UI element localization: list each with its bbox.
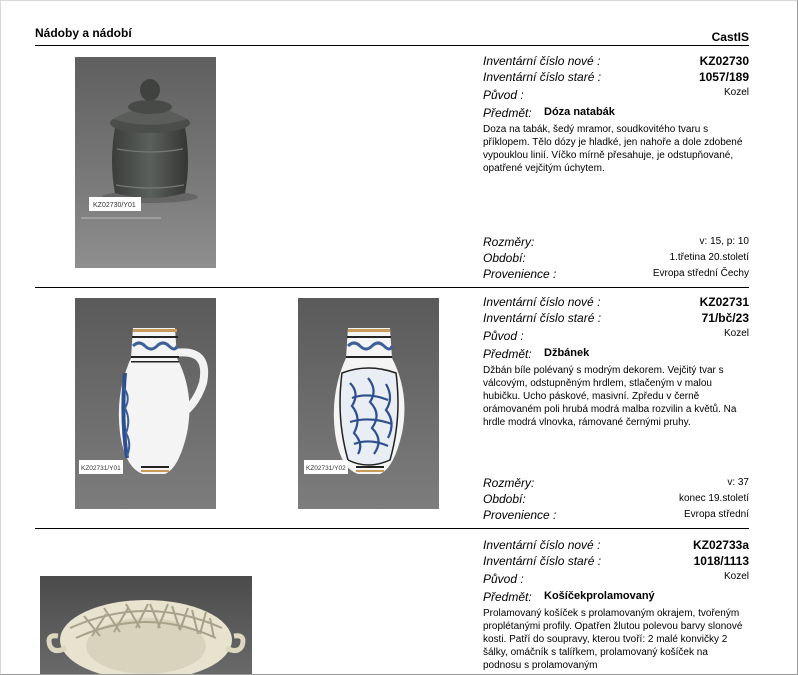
provenance-value: Evropa střední Čechy xyxy=(652,268,749,279)
inv-old-row xyxy=(483,310,749,326)
period-row xyxy=(483,250,749,266)
catalog-record[interactable] xyxy=(35,294,749,528)
inv-old-row xyxy=(483,69,749,85)
origin-label: Původ : xyxy=(483,572,524,586)
inv-new-label: Inventární číslo nové : xyxy=(483,295,601,309)
description-text: Prolamovaný košíček s prolamovaným okrajem, tvořeným proplétanými profily. Opatřen žlutou polevou barvy slonové kosti. Patří do soupravy, kterou tvoří: 2 malé konvičky 2 šálky, omáčník s talířkem, prolamovaný košíček na podnosu s prolamovaným xyxy=(483,608,743,671)
description-text: Doza na tabák, šedý mramor, soudkovitého tvaru s příklopem. Tělo dózy je hladké, jen nahoře a dole zdobené vypouklou linií. Víčko mírně přesahuje, je odstupňované, opatřené vejčitým úchytem. xyxy=(483,124,743,174)
object-photo[interactable] xyxy=(75,298,216,509)
subject-label: Předmět: xyxy=(483,590,532,604)
app-name: CastIS xyxy=(711,30,749,44)
subject-row xyxy=(483,103,749,121)
provenance-row xyxy=(483,266,749,282)
record-fields xyxy=(483,294,749,429)
record-fields xyxy=(483,53,749,175)
description-text: Džbán bíle polévaný s modrým dekorem. Vejčitý tvar s válcovým, odstupněným hrdlem, stlačeným v malou hubičku. Ucho páskové, masivní. Zpředu v černě orámovaném poli hrubá modrá malba rozvilin a květů. Na hrdle modrá vlnovka, rámované černými pruhy. xyxy=(483,365,737,428)
inv-old-label: Inventární číslo staré : xyxy=(483,554,602,568)
provenance-label: Provenience : xyxy=(483,508,557,522)
record-divider xyxy=(35,287,749,288)
record-divider xyxy=(35,528,749,529)
record-meta xyxy=(483,475,749,523)
provenance-label: Provenience : xyxy=(483,267,557,281)
period-label: Období: xyxy=(483,492,526,506)
page-header xyxy=(35,26,749,44)
inv-old-row xyxy=(483,553,749,569)
catalog-record[interactable] xyxy=(35,53,749,287)
provenance-row xyxy=(483,507,749,523)
subject-row xyxy=(483,344,749,362)
inv-new-label: Inventární číslo nové : xyxy=(483,538,601,552)
dimensions-label: Rozměry: xyxy=(483,235,535,249)
origin-row xyxy=(483,571,749,587)
header-divider xyxy=(35,45,749,46)
inv-new-label: Inventární číslo nové : xyxy=(483,54,601,68)
dimensions-row xyxy=(483,475,749,491)
provenance-value: Evropa střední xyxy=(683,509,749,520)
inv-old-label: Inventární číslo staré : xyxy=(483,311,602,325)
period-label: Období: xyxy=(483,251,526,265)
inv-new-row xyxy=(483,537,749,553)
svg-text:KZ02730/Y01: KZ02730/Y01 xyxy=(93,202,136,209)
svg-text:KZ02731/Y01: KZ02731/Y01 xyxy=(81,465,121,472)
subject-label: Předmět: xyxy=(483,347,532,361)
origin-value: Kozel xyxy=(723,87,749,98)
catalog-record[interactable] xyxy=(35,537,749,674)
subject-row xyxy=(483,587,749,605)
inv-old-label: Inventární číslo staré : xyxy=(483,70,602,84)
record-meta xyxy=(483,234,749,282)
origin-row xyxy=(483,87,749,103)
period-row xyxy=(483,491,749,507)
origin-row xyxy=(483,328,749,344)
object-photo[interactable] xyxy=(75,57,216,268)
inv-old-value: 1057/189 xyxy=(698,70,749,84)
dimensions-value: v: 15, p: 10 xyxy=(699,236,749,247)
dimensions-value: v: 37 xyxy=(727,477,749,488)
origin-label: Původ : xyxy=(483,329,524,343)
inv-old-value: 71/bč/23 xyxy=(701,311,749,325)
inv-old-value: 1018/1113 xyxy=(693,554,749,568)
origin-label: Původ : xyxy=(483,88,524,102)
inv-new-value: KZ02731 xyxy=(699,295,749,309)
object-photo[interactable] xyxy=(298,298,439,509)
subject-value: Džbánek xyxy=(544,347,590,359)
record-fields xyxy=(483,537,749,672)
object-photo[interactable] xyxy=(40,576,252,675)
subject-value: Košíčekprolamovaný xyxy=(544,590,655,602)
origin-value: Kozel xyxy=(723,571,749,582)
period-value: konec 19.století xyxy=(678,493,749,504)
origin-value: Kozel xyxy=(723,328,749,339)
inv-new-value: KZ02730 xyxy=(699,54,749,68)
subject-value: Dóza natabák xyxy=(544,106,615,118)
inv-new-value: KZ02733a xyxy=(692,538,749,552)
inv-new-row xyxy=(483,294,749,310)
period-value: 1.třetina 20.století xyxy=(669,252,749,263)
svg-text:KZ02731/Y02: KZ02731/Y02 xyxy=(306,465,346,472)
subject-label: Předmět: xyxy=(483,106,532,120)
dimensions-row xyxy=(483,234,749,250)
page-title: Nádoby a nádobí xyxy=(35,26,132,40)
inv-new-row xyxy=(483,53,749,69)
dimensions-label: Rozměry: xyxy=(483,476,535,490)
